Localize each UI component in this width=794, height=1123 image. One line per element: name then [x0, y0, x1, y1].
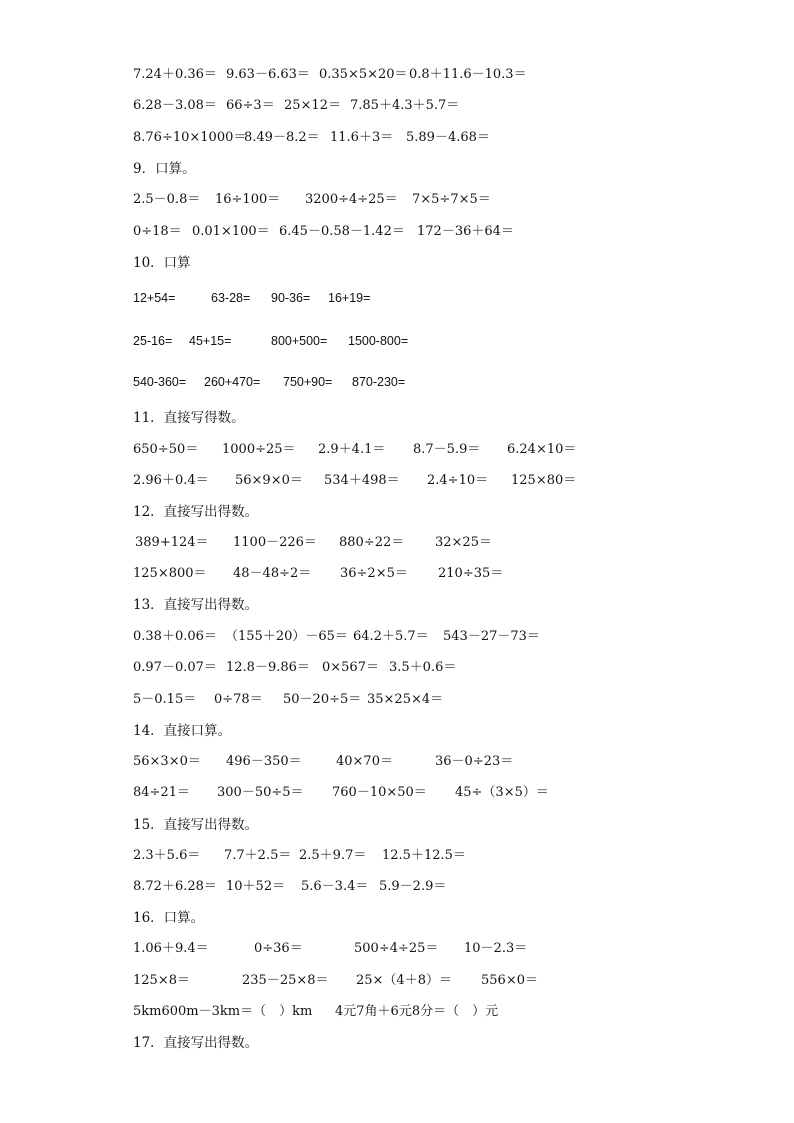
problem: 540-360=: [133, 375, 187, 389]
problem: 880÷22＝: [339, 535, 405, 550]
problem: 36÷2×5＝: [340, 566, 408, 581]
problem: 0÷18＝: [133, 224, 182, 239]
problem: 2.4÷10＝: [427, 473, 489, 488]
problem: 0×567＝: [322, 660, 379, 675]
problem: 25×（4＋8）＝: [356, 973, 452, 988]
problem: 5.6－3.4＝: [301, 879, 369, 894]
problem: 2.5＋9.7＝: [299, 848, 367, 863]
question-title: 13．直接写出得数。: [133, 597, 259, 613]
question-title: 14．直接口算。: [133, 723, 232, 739]
problem: 5km600m－3km＝（ ）km: [133, 1004, 313, 1019]
problem: 56×3×0＝: [133, 754, 201, 769]
problem: 8.7－5.9＝: [413, 442, 481, 457]
problem: 389+124＝: [135, 535, 209, 550]
problem: 10＋52＝: [226, 879, 286, 894]
problem: 1500-800=: [348, 334, 409, 348]
problem: 300－50÷5＝: [217, 785, 304, 800]
problem: 5－0.15＝: [133, 692, 197, 707]
question-title: 10．口算: [133, 255, 191, 271]
problem: 3200÷4÷25＝: [305, 192, 398, 207]
problem: 7.24＋0.36＝: [133, 67, 217, 82]
problem: 1000÷25＝: [222, 442, 296, 457]
problem: 64.2＋5.7＝: [353, 629, 429, 644]
problem: 48－48÷2＝: [233, 566, 312, 581]
problem: 0÷78＝: [214, 692, 263, 707]
problem: 10－2.3＝: [464, 941, 528, 956]
question-title: 15．直接写出得数。: [133, 817, 259, 833]
problem: （155＋20）－65＝: [225, 629, 348, 644]
problem: 0.97－0.07＝: [133, 660, 217, 675]
problem: 7×5÷7×5＝: [412, 192, 491, 207]
problem: 500÷4÷25＝: [354, 941, 439, 956]
problem: 556×0＝: [481, 973, 538, 988]
problem: 90-36=: [271, 291, 311, 305]
problem: 0.8＋11.6－10.3＝: [409, 67, 527, 82]
question-title: 17．直接写出得数。: [133, 1035, 259, 1051]
problem: 2.5－0.8＝: [133, 192, 201, 207]
problem: 11.6＋3＝: [330, 130, 394, 145]
problem: 1100－226＝: [233, 535, 317, 550]
problem: 235－25×8＝: [242, 973, 329, 988]
problem: 8.72＋6.28＝: [133, 879, 217, 894]
problem: 56×9×0＝: [235, 473, 303, 488]
problem: 543－27－73＝: [443, 629, 540, 644]
problem: 45÷（3×5）＝: [455, 785, 549, 800]
question-title: 12．直接写出得数。: [133, 504, 259, 520]
problem: 36－0÷23＝: [435, 754, 514, 769]
problem: 6.28－3.08＝: [133, 98, 217, 113]
problem: 125×8＝: [133, 973, 190, 988]
problem: 45+15=: [189, 334, 232, 348]
problem: 50－20÷5＝: [283, 692, 362, 707]
problem: 125×800＝: [133, 566, 207, 581]
problem: 0.01×100＝: [192, 224, 270, 239]
problem: 800+500=: [271, 334, 328, 348]
problem: 12.8－9.86＝: [226, 660, 310, 675]
problem: 3.5＋0.6＝: [389, 660, 457, 675]
problem: 16+19=: [328, 291, 371, 305]
problem: 760－10×50＝: [332, 785, 427, 800]
problem: 125×80＝: [511, 473, 577, 488]
problem: 8.49－8.2＝: [244, 130, 320, 145]
problem: 4元7角＋6元8分＝（ ）元: [335, 1004, 499, 1019]
problem: 5.89－4.68＝: [406, 130, 490, 145]
problem: 25-16=: [133, 334, 173, 348]
problem: 870-230=: [352, 375, 406, 389]
problem: 534＋498＝: [324, 473, 400, 488]
problem: 7.7＋2.5＝: [224, 848, 292, 863]
problem: 1.06＋9.4＝: [133, 941, 209, 956]
problem: 210÷35＝: [438, 566, 504, 581]
problem: 84÷21＝: [133, 785, 190, 800]
problem: 260+470=: [204, 375, 261, 389]
problem: 750+90=: [283, 375, 333, 389]
question-title: 9．口算。: [133, 161, 196, 177]
problem: 2.3＋5.6＝: [133, 848, 201, 863]
problem: 0.35×5×20＝: [319, 67, 408, 82]
problem: 66÷3＝: [226, 98, 275, 113]
problem: 496－350＝: [226, 754, 302, 769]
problem: 2.96＋0.4＝: [133, 473, 209, 488]
problem: 8.76÷10×1000＝: [133, 130, 247, 145]
problem: 25×12＝: [284, 98, 341, 113]
problem: 6.24×10＝: [507, 442, 577, 457]
problem: 2.9＋4.1＝: [318, 442, 386, 457]
problem: 63-28=: [211, 291, 251, 305]
problem: 6.45－0.58－1.42＝: [279, 224, 405, 239]
problem: 16÷100＝: [215, 192, 281, 207]
problem: 12+54=: [133, 291, 176, 305]
problem: 172－36＋64＝: [417, 224, 514, 239]
problem: 40×70＝: [336, 754, 393, 769]
question-title: 11．直接写得数。: [133, 410, 245, 426]
problem: 0÷36＝: [254, 941, 303, 956]
problem: 650÷50＝: [133, 442, 199, 457]
problem: 5.9－2.9＝: [379, 879, 447, 894]
question-title: 16．口算。: [133, 910, 205, 926]
problem: 12.5＋12.5＝: [382, 848, 466, 863]
problem: 32×25＝: [435, 535, 492, 550]
problem: 0.38＋0.06＝: [133, 629, 217, 644]
problem: 35×25×4＝: [367, 692, 444, 707]
problem: 7.85＋4.3＋5.7＝: [350, 98, 460, 113]
problem: 9.63－6.63＝: [226, 67, 310, 82]
